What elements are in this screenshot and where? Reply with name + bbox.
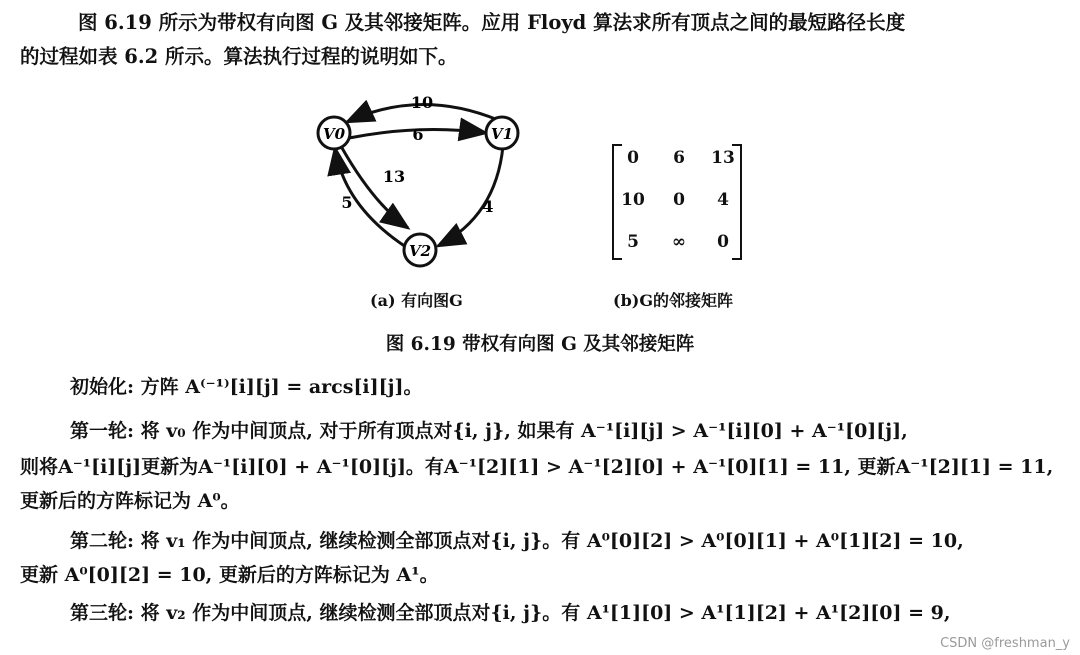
- vertex-v0-label: V0: [322, 125, 346, 143]
- directed-graph: [300, 86, 560, 286]
- intro-paragraph: [20, 6, 1060, 74]
- matrix-cell: 4: [717, 190, 729, 210]
- matrix-cell: 6: [673, 148, 685, 168]
- weight-v1-v0: 10: [410, 93, 434, 112]
- vertex-v2-label: V2: [408, 242, 432, 260]
- round1-line-2: 则将A⁻¹[i][j]更新为A⁻¹[i][0] + A⁻¹[0][j]。有A⁻¹[2][1] > A⁻¹[2][0] + A⁻¹[0][1] = 11, 更新A⁻¹[2][1] = 11,: [20, 456, 1054, 478]
- init-line: 初始化: 方阵 A⁽⁻¹⁾[i][j] = arcs[i][j]。: [70, 376, 423, 398]
- matrix-cell: 0: [673, 190, 685, 210]
- vertex-v2: [404, 234, 436, 266]
- watermark: CSDN @freshman_y: [940, 636, 1070, 651]
- weight-v0-v1: 6: [412, 125, 424, 144]
- matrix-cell: 13: [711, 148, 735, 168]
- matrix-cell: 0: [627, 148, 639, 168]
- weight-v1-v2: 4: [482, 197, 494, 216]
- matrix-cell: 10: [621, 190, 645, 210]
- round3-line-1: 第三轮: 将 v₂ 作为中间顶点, 继续检测全部顶点对{i, j}。有 A¹[1][0] > A¹[1][2] + A¹[2][0] = 9,: [70, 602, 951, 624]
- matrix-cell: 0: [717, 232, 729, 252]
- vertex-v1: [486, 117, 518, 149]
- intro-line-1: 图 6.19 所示为带权有向图 G 及其邻接矩阵。应用 Floyd 算法求所有顶点之间的最短路径长度: [78, 11, 906, 34]
- vertex-v0: [318, 117, 350, 149]
- edge-v1-v2: [438, 146, 503, 246]
- vertex-v1-label: V1: [490, 125, 514, 143]
- adjacency-matrix: [612, 144, 742, 256]
- round1-line-1: 第一轮: 将 v₀ 作为中间顶点, 对于所有顶点对{i, j}, 如果有 A⁻¹[i][j] > A⁻¹[i][0] + A⁻¹[0][j],: [70, 420, 908, 442]
- intro-line-2: 的过程如表 6.2 所示。算法执行过程的说明如下。: [20, 45, 458, 68]
- weight-v0-v2: 13: [382, 167, 406, 186]
- matrix-cell: 5: [627, 232, 639, 252]
- graph-caption: (a) 有向图G: [370, 291, 463, 310]
- round2-line-1: 第二轮: 将 v₁ 作为中间顶点, 继续检测全部顶点对{i, j}。有 A⁰[0][2] > A⁰[0][1] + A⁰[1][2] = 10,: [70, 530, 964, 552]
- edge-v0-v2: [342, 148, 408, 228]
- round2-line-2: 更新 A⁰[0][2] = 10, 更新后的方阵标记为 A¹。: [20, 564, 439, 586]
- weight-v2-v0: 5: [341, 193, 353, 212]
- round1-line-3: 更新后的方阵标记为 A⁰。: [20, 490, 240, 512]
- figure-caption: 图 6.19 带权有向图 G 及其邻接矩阵: [385, 334, 695, 355]
- matrix-caption: (b)G的邻接矩阵: [613, 291, 733, 310]
- matrix-cell: ∞: [671, 232, 687, 252]
